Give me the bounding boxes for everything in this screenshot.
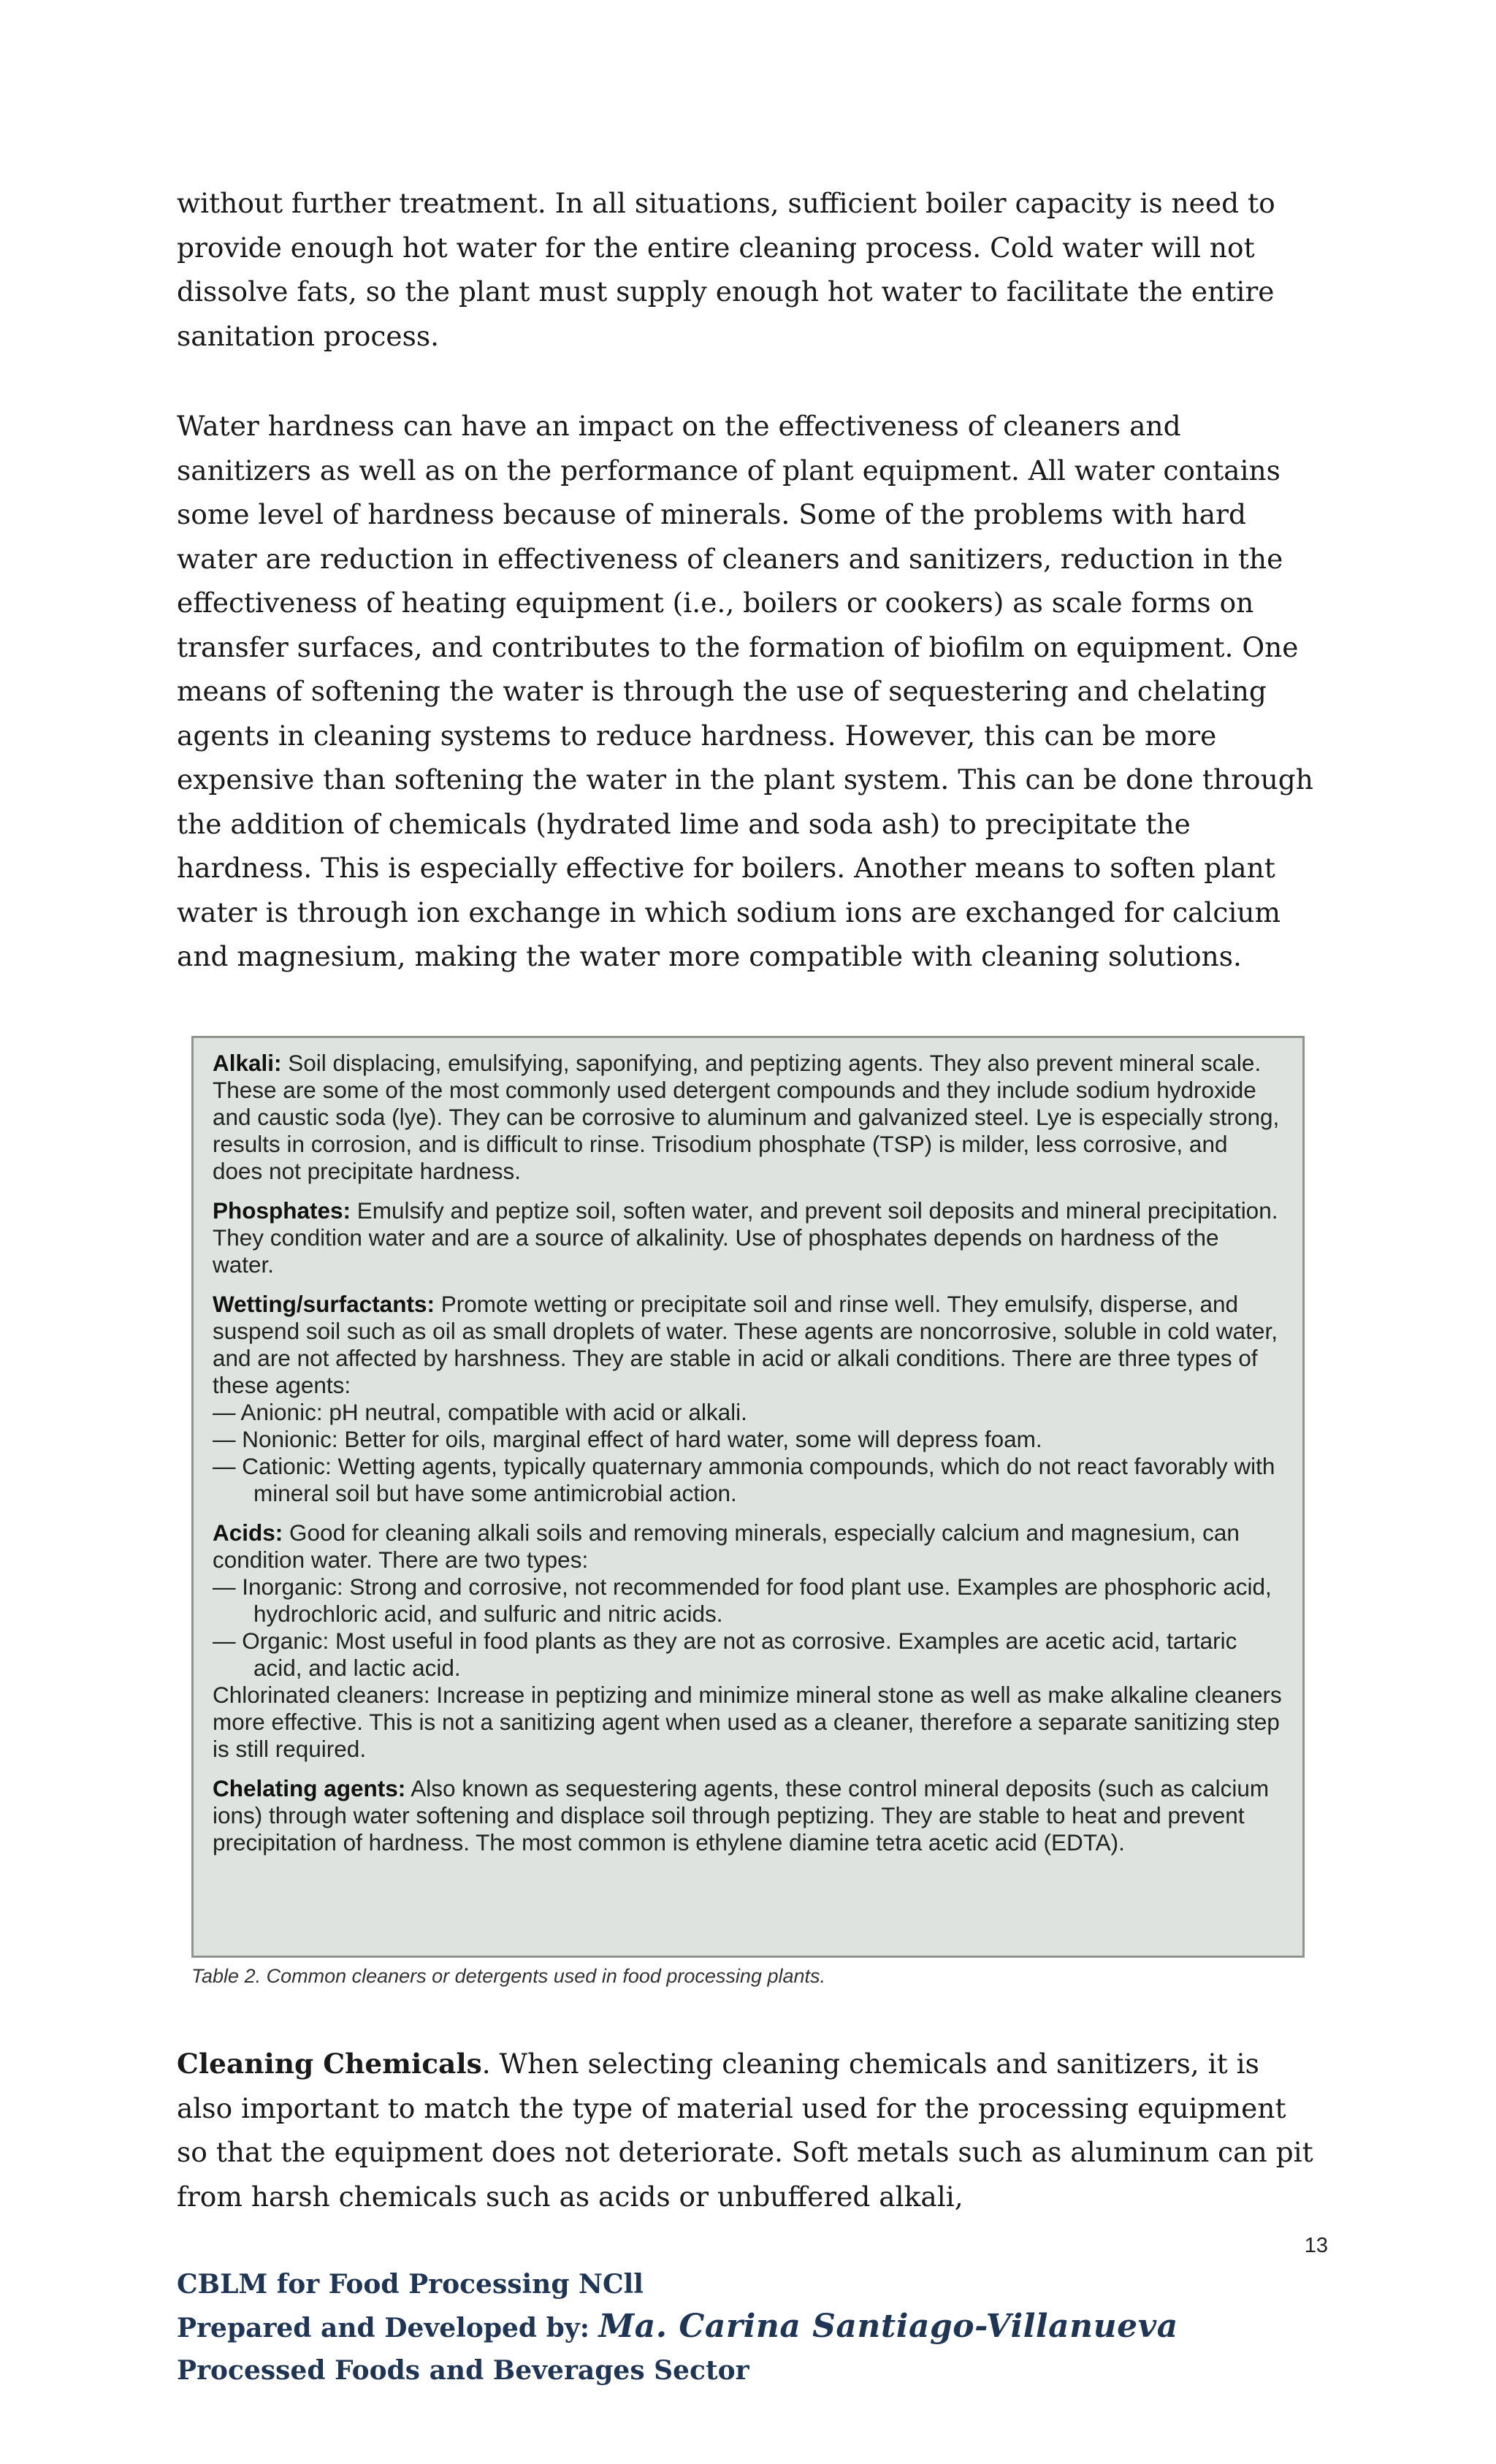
acids-intro	[213, 1519, 1282, 1574]
table-entry-wetting	[213, 1291, 1282, 1507]
table-entry-alkali	[213, 1050, 1282, 1185]
page-number: 13	[1304, 2234, 1328, 2257]
wetting-item-nonionic: — Nonionic: Better for oils, marginal effect of hard water, some will depress foam.	[213, 1426, 1042, 1452]
body-paragraph-water-hardness: Water hardness can have an impact on the effectiveness of cleaners and sanitizers as well as on the performance of plant equipment. All water contains some level of hardness because of minerals. Some of the problems with hard water are reduction in effectiveness of cleaners and sanitizers, reduction in the effectiveness of heating equipment (i.e., boilers or cookers) as scale forms on transfer surfaces, and contributes to the formation of biofilm on equipment. One means of softening the water is through the use of sequestering and chelating agents in cleaning systems to reduce hardness. However, this can be more expensive than softening the water in the plant system. This can be done through the addition of chemicals (hydrated lime and soda ash) to precipitate the hardness. This is especially effective for boilers. Another means to soften plant water is through ion exchange in which sodium ions are exchanged for calcium and magnesium, making the water more compatible with cleaning solutions.	[177, 410, 1313, 972]
wetting-intro	[213, 1291, 1282, 1399]
acids-item-inorganic: — Inorganic: Strong and corrosive, not recommended for food plant use. Examples are phosphoric acid, hydrochloric acid, and sulfuric and nitric acids.	[213, 1574, 1272, 1627]
footer-prepared-label: Prepared and Developed by:	[177, 2313, 599, 2343]
body-paragraph-boiler: without further treatment. In all situations, sufficient boiler capacity is need to provide enough hot water for the entire cleaning process. Cold water will not dissolve fats, so the plant must supply enough hot water to facilitate the entire sanitation process.	[177, 187, 1275, 352]
table-entry-acids	[213, 1519, 1282, 1763]
term-phosphates: Phosphates:	[213, 1197, 351, 1224]
wetting-item-cationic: — Cationic: Wetting agents, typically quaternary ammonia compounds, which do not react favorably with mineral soil but have some antimicrobial action.	[213, 1453, 1275, 1506]
acids-item-organic: — Organic: Most useful in food plants as they are not as corrosive. Examples are acetic acid, tartaric acid, and lactic acid.	[213, 1628, 1237, 1681]
table-entry-phosphates	[213, 1197, 1282, 1278]
footer-author-name: Ma. Carina Santiago-Villanueva	[598, 2308, 1178, 2345]
desc-alkali: Soil displacing, emulsifying, saponifying, and peptizing agents. They also prevent mineral scale. These are some of the most commonly used detergent compounds and they include sodium hydroxide and caustic soda (lye). They can be corrosive to aluminum and galvanized steel. Lye is especially strong, results in corrosion, and is difficult to rinse. Trisodium phosphate (TSP) is milder, less corrosive, and does not precipitate hardness.	[213, 1050, 1280, 1184]
footer-prepared-by	[177, 2305, 1199, 2349]
section-lead-cleaning-chemicals: Cleaning Chemicals	[177, 2048, 482, 2080]
term-chelating: Chelating agents:	[213, 1775, 406, 1801]
desc-chelating: Also known as sequestering agents, these control mineral deposits (such as calcium ions) through water softening and displace soil through peptizing. They are stable to heat and prevent precipitation of hardness. The most common is ethylene diamine tetra acetic acid (EDTA).	[213, 1775, 1270, 1855]
term-acids: Acids:	[213, 1519, 283, 1546]
desc-acids: Good for cleaning alkali soils and removing minerals, especially calcium and magnesium, can condition water. There are two types:	[213, 1519, 1240, 1573]
footer	[177, 2263, 1199, 2392]
footer-sector: Processed Foods and Beverages Sector	[177, 2355, 749, 2386]
desc-wetting: Promote wetting or precipitate soil and rinse well. They emulsify, disperse, and suspend soil such as oil as small droplets of water. These agents are noncorrosive, soluble in cold water, and are not affected by harshness. They are stable in acid or alkali conditions. There are three types of these agents:	[213, 1291, 1278, 1398]
cleaners-table	[191, 1036, 1305, 1958]
table-entry-chelating	[213, 1775, 1282, 1856]
wetting-item-anionic: — Anionic: pH neutral, compatible with acid or alkali.	[213, 1399, 747, 1425]
chlorinated-cleaners: Chlorinated cleaners: Increase in peptizing and minimize mineral stone as well as make alkaline cleaners more effective. This is not a sanitizing agent when used as a cleaner, therefore a separate sanitizing step is still required.	[213, 1682, 1282, 1762]
table-caption: Table 2. Common cleaners or detergents used in food processing plants.	[191, 1965, 826, 1987]
footer-course-title: CBLM for Food Processing NCll	[177, 2269, 644, 2300]
desc-phosphates: Emulsify and peptize soil, soften water, and prevent soil deposits and mineral precipitation. They condition water and are a source of alkalinity. Use of phosphates depends on hardness of the water.	[213, 1197, 1278, 1278]
term-wetting: Wetting/surfactants:	[213, 1291, 435, 1317]
cleaning-chemicals-text: . When selecting cleaning chemicals and sanitizers, it is also important to match the type of material used for the processing equipment so that the equipment does not deteriorate. Soft metals such as aluminum can pit from harsh chemicals such as acids or unbuffered alkali,	[177, 2048, 1313, 2213]
body-paragraph-cleaning-chemicals	[177, 2042, 1322, 2219]
term-alkali: Alkali:	[213, 1050, 282, 1076]
